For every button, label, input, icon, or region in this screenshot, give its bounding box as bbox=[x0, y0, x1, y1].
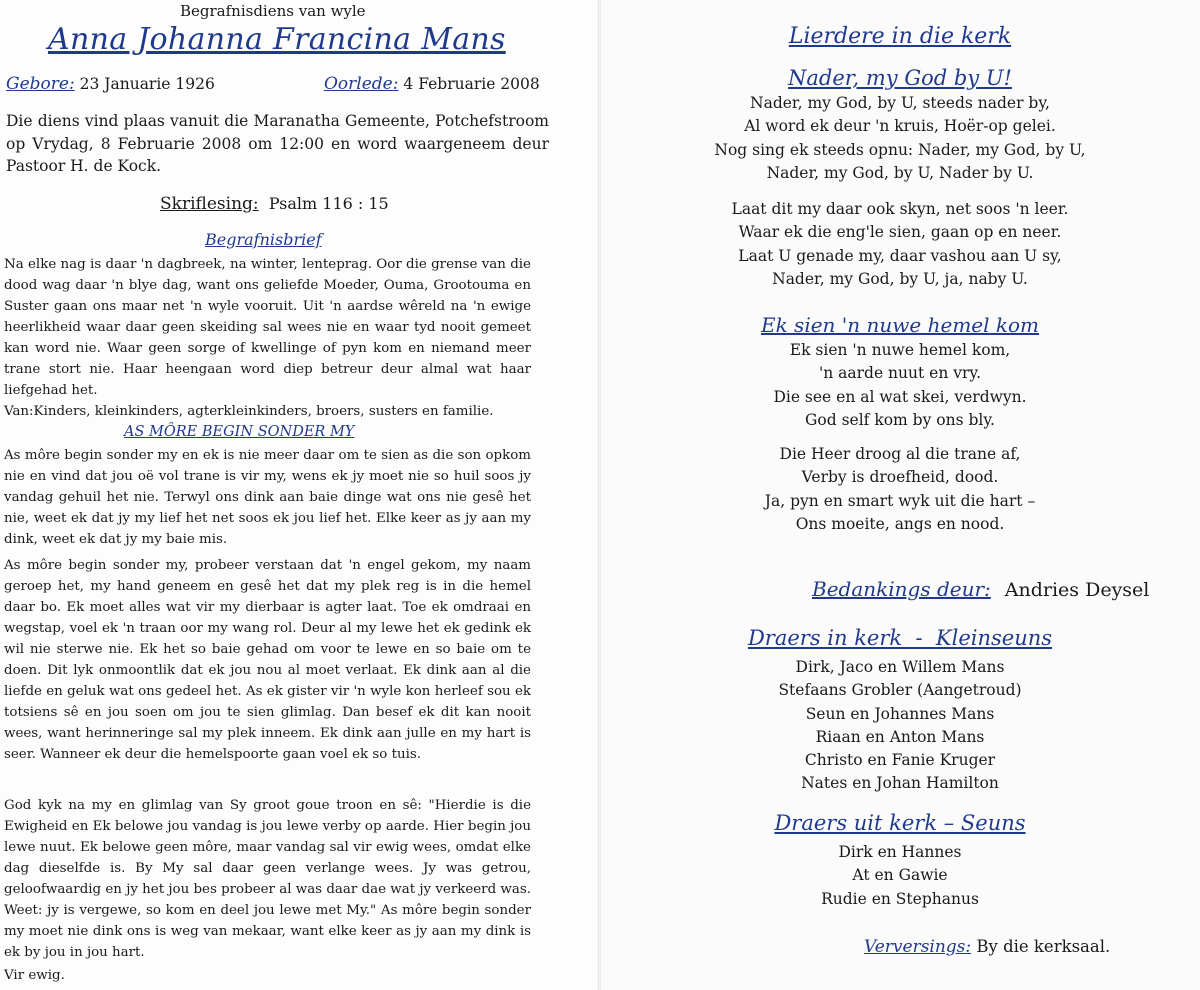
verse-line: Verby is droefheid, dood. bbox=[801, 468, 999, 487]
verse-line: 'n aarde nuut en vry. bbox=[818, 364, 982, 383]
verse-line: God self kom by ons bly. bbox=[805, 410, 995, 429]
pre-title: Begrafnisdiens van wyle bbox=[180, 2, 366, 20]
thanks-name: Andries Deysel bbox=[1004, 579, 1150, 601]
song2-title: Ek sien 'n nuwe hemel kom bbox=[760, 313, 1040, 337]
dates-row bbox=[6, 74, 551, 96]
refreshments-value: By die kerksaal. bbox=[976, 937, 1111, 956]
bearer-name: At en Gawie bbox=[852, 866, 948, 885]
poem-paragraph-1: As môre begin sonder my en ek is nie meer daar om te sien as die son opkom nie en vind dat jou oë vol trane is vir my, wens ek jy moet nie so huil soos jy vandag gehuil het nie. Terwyl ons dink aan baie dinge wat ons nie gesê het nie, weet ek dat jy my lief het net soos ek jou lief het. Elke keer as jy aan my dink, weet ek dat jy my baie mis. bbox=[4, 448, 531, 548]
song2-verse1 bbox=[600, 339, 1200, 432]
refreshments-line bbox=[864, 937, 1110, 957]
thanks-line bbox=[812, 577, 1149, 601]
scripture-label: Skriflesing: bbox=[160, 194, 259, 214]
verse-line: Nader, my God, by U, Nader by U. bbox=[766, 163, 1034, 182]
bearer-name: Stefaans Grobler (Aangetroud) bbox=[778, 681, 1022, 700]
verse-line: Nog sing ek steeds opnu: Nader, my God, by U, bbox=[714, 140, 1086, 159]
from-line: Van:Kinders, kleinkinders, agterkleinkinders, broers, susters en familie. bbox=[4, 404, 494, 419]
died-date-value: 4 Februarie 2008 bbox=[403, 75, 540, 93]
bearer-name: Dirk, Jaco en Willem Mans bbox=[795, 658, 1005, 676]
songs-title: Lierdere in die kerk bbox=[788, 24, 1012, 49]
song1-title: Nader, my God by U! bbox=[788, 66, 1012, 90]
born-date-value: 23 Januarie 1926 bbox=[79, 75, 215, 93]
bearer-name: Dirk en Hannes bbox=[838, 843, 962, 861]
deceased-name: Anna Johanna Francina Mans bbox=[48, 22, 506, 57]
bearers-in-list bbox=[600, 656, 1200, 796]
verse-line: Laat dit my daar ook skyn, net soos 'n leer. bbox=[731, 200, 1069, 218]
bearer-name: Nates en Johan Hamilton bbox=[801, 774, 999, 793]
letter-text: Na elke nag is daar 'n dagbreek, na winter, lenteprag. Oor die grense van die dood wag daar 'n blye dag, want ons geliefde Moeder, Ouma, Grootouma en Suster gaan ons maar net 'n wyle vooruit. Uit 'n aardse wêreld na 'n ewige heerlikheid waar daar geen skeiding sal wees nie en waar tyd nooit gemeet kan word nie. Waar geen sorge of kwellinge of pyn kom en niemand meer trane stort nie. Haar heengaan word diep betreur deur almal wat haar liefgehad het. bbox=[4, 257, 531, 399]
verse-line: Ons moeite, angs en nood. bbox=[795, 514, 1005, 533]
poem-title: AS MÔRE BEGIN SONDER MY bbox=[124, 424, 355, 440]
verse-line: Nader, my God, by U, steeds nader by, bbox=[750, 94, 1050, 112]
letter-title: Begrafnisbrief bbox=[205, 230, 322, 249]
verse-line: Die Heer droog al die trane af, bbox=[779, 445, 1021, 463]
born-label: Gebore: bbox=[6, 74, 75, 94]
died-date bbox=[324, 74, 540, 94]
song1-verse1 bbox=[600, 92, 1200, 185]
song1-verse2 bbox=[600, 198, 1200, 291]
bearers-out-title: Draers uit kerk – Seuns bbox=[774, 811, 1026, 835]
bearer-name: Rudie en Stephanus bbox=[821, 889, 979, 908]
poem-paragraph-3: God kyk na my en glimlag van Sy groot goue troon en sê: "Hierdie is die Ewigheid en Ek belowe jou vandag is jou lewe verby op aarde. Hier begin jou lewe nuut. Ek belowe geen môre, maar vandag sal vir ewig wees, omdat elke dag dieselfde is. By My sal daar geen verlange wees. Jy was getrou, geloofwaardig en jy het jou bes probeer al was daar dae wat jy verkeerd was. Weet: jy is vergewe, so kom en deel jou lewe met My." As môre begin sonder my moet nie dink ons is weg van mekaar, want elke keer as jy aan my dink is ek by jou in jou hart. bbox=[4, 798, 531, 961]
bearers-in-title: Draers in kerk - Kleinseuns bbox=[747, 626, 1053, 650]
service-intro: Die diens vind plaas vanuit die Maranatha Gemeente, Potchefstroom op Vrydag, 8 Februarie 2008 om 12:00 en word waargeneem deur Pastoor H. de Kock. bbox=[6, 112, 549, 175]
verse-line: Ja, pyn en smart wyk uit die hart – bbox=[764, 491, 1036, 510]
verse-line: Laat U genade my, daar vashou aan U sy, bbox=[738, 246, 1062, 265]
refreshments-label: Verversings: bbox=[864, 937, 972, 957]
scripture-reading bbox=[160, 194, 389, 214]
bearers-out-list bbox=[600, 841, 1200, 911]
born-date bbox=[6, 74, 215, 94]
verse-line: Nader, my God, by U, ja, naby U. bbox=[772, 269, 1028, 288]
verse-line: Al word ek deur 'n kruis, Hoër-op gelei. bbox=[744, 117, 1056, 136]
verse-line: Waar ek die eng'le sien, gaan op en neer. bbox=[738, 223, 1062, 242]
verse-line: Die see en al wat skei, verdwyn. bbox=[773, 387, 1027, 406]
song2-verse2 bbox=[600, 443, 1200, 536]
scripture-ref: Psalm 116 : 15 bbox=[268, 194, 389, 213]
thanks-label: Bedankings deur: bbox=[812, 577, 991, 601]
poem-paragraph-2: As môre begin sonder my, probeer verstaan dat 'n engel gekom, my naam geroep het, my hand geneem en gesê het dat my plek reg is in die hemel daar bo. Ek moet alles wat vir my dierbaar is agter laat. Toe ek omdraai en wegstap, voel ek 'n traan oor my wang rol. Deur al my lewe het ek gedink ek wil nie sterwe nie. Ek het so baie gehad om voor te lewe en so baie om te doen. Dit lyk onmoontlik dat ek jou nou al moet verlaat. Ek dink aan al die liefde en geluk wat ons gedeel het. As ek gister vir 'n wyle kon herleef sou ek totsiens sê en jou soen om jou te sien glimlag. Dan besef ek dit kan nooit wees, want herinneringe sal my plek inneem. Ek dink aan julle en my hart is seer. Wanneer ek deur die hemelspoorte gaan voel ek so tuis. bbox=[4, 558, 531, 763]
verse-line: Ek sien 'n nuwe hemel kom, bbox=[789, 341, 1011, 359]
bearer-name: Seun en Johannes Mans bbox=[805, 704, 995, 723]
poem-end: Vir ewig. bbox=[4, 968, 65, 983]
died-label: Oorlede: bbox=[324, 74, 399, 94]
bearer-name: Christo en Fanie Kruger bbox=[804, 751, 996, 770]
bearer-name: Riaan en Anton Mans bbox=[815, 727, 985, 746]
